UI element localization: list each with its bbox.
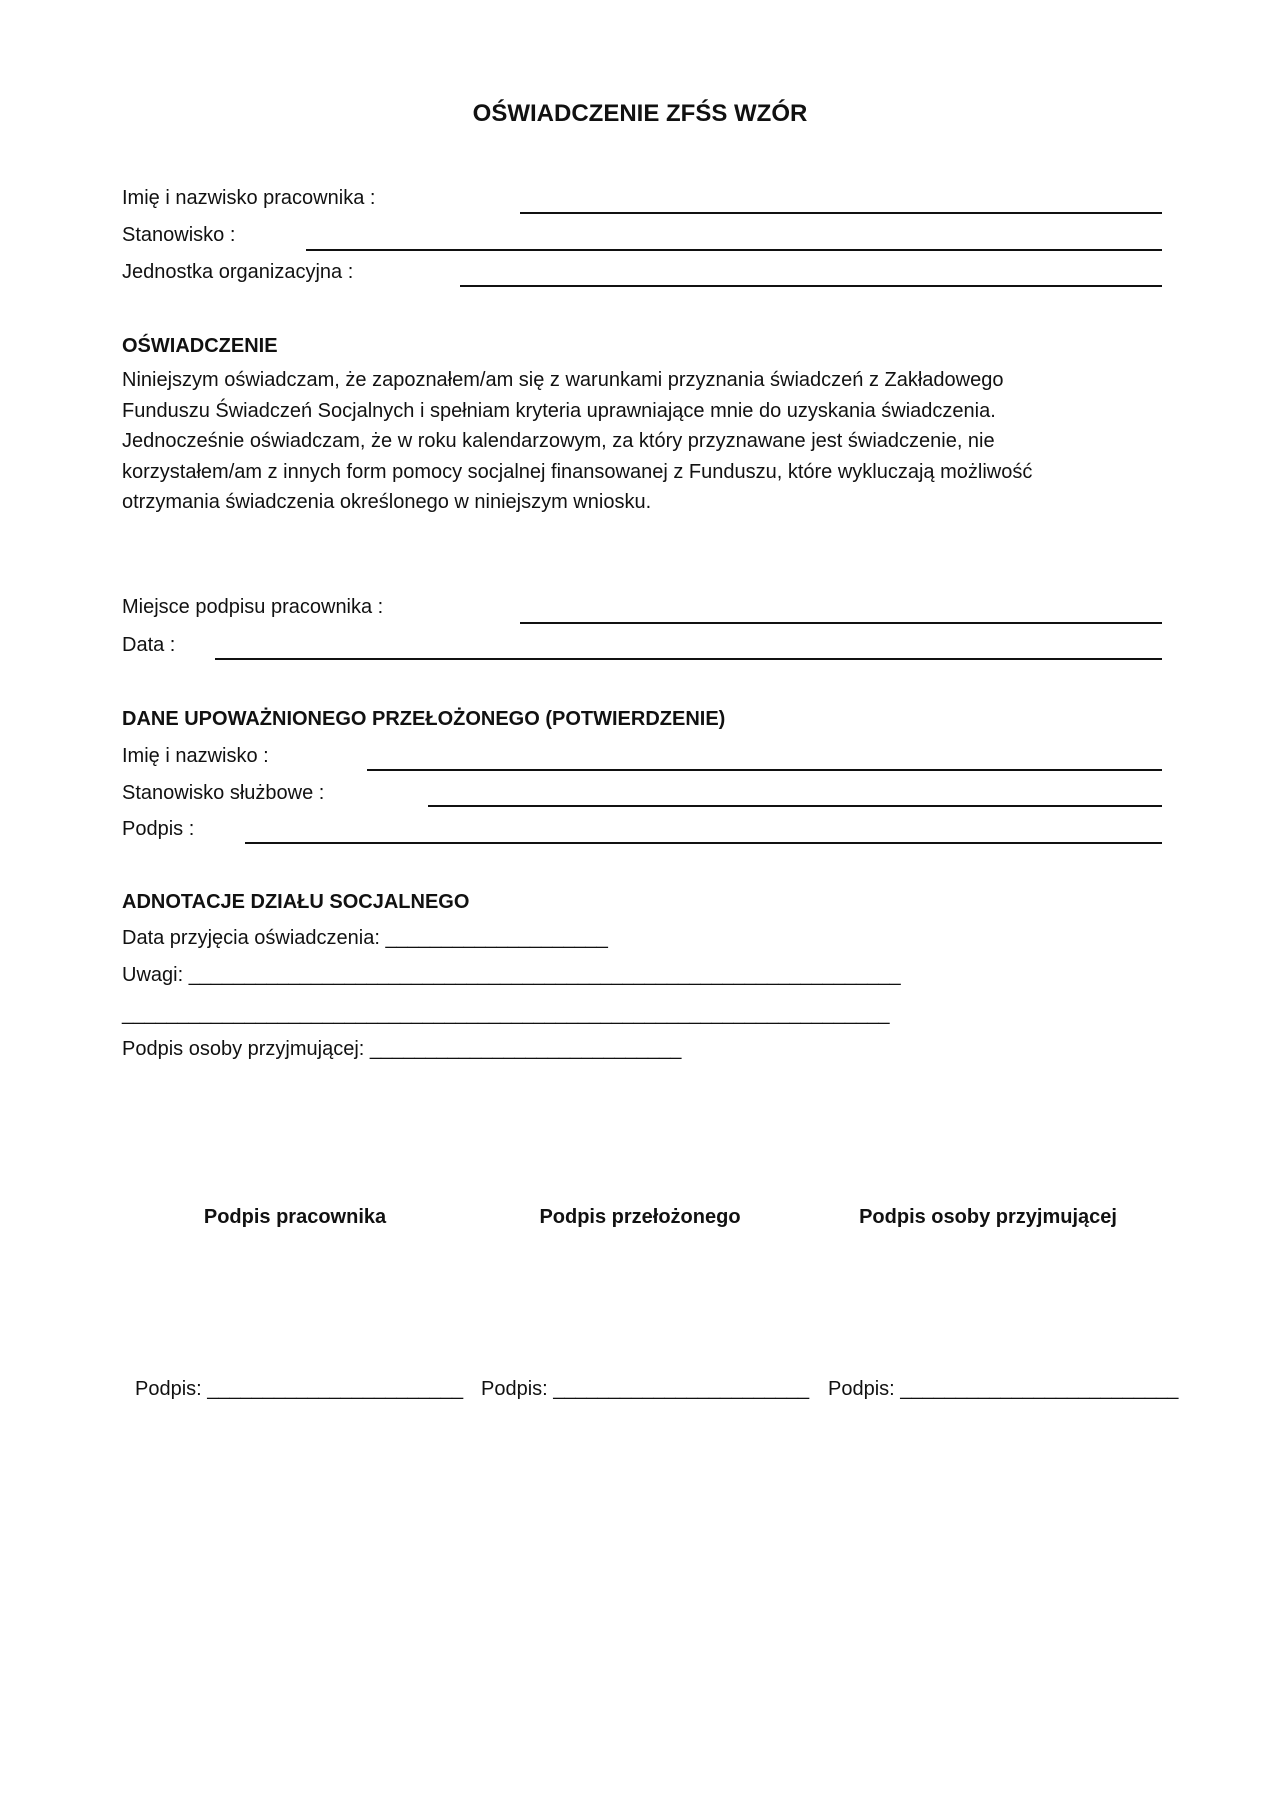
date-received-field[interactable]: Data przyjęcia oświadczenia: ____________________ — [122, 927, 608, 949]
supervisor-heading: DANE UPOWAŻNIONEGO PRZEŁOŻONEGO (POTWIERDZENIE) — [122, 708, 726, 730]
page-title: OŚWIADCZENIE ZFŚS WZÓR — [472, 100, 808, 127]
employee-position-field[interactable] — [306, 249, 1162, 251]
signing-date-label: Data : — [122, 634, 176, 656]
declaration-line: korzystałem/am z innych form pomocy socjalnej finansowanej z Funduszu, które wykluczają możliwość — [122, 460, 1033, 483]
receiver-signature-header: Podpis osoby przyjmującej — [859, 1206, 1117, 1228]
remarks-continuation-field[interactable]: _____________________________________________________________________ — [122, 1003, 890, 1025]
supervisor-signature-line[interactable]: Podpis: _______________________ — [481, 1378, 810, 1400]
supervisor-signature-header: Podpis przełożonego — [539, 1206, 741, 1228]
supervisor-position-field[interactable] — [428, 805, 1162, 807]
employee-name-label: Imię i nazwisko pracownika : — [122, 187, 376, 209]
social-dept-heading: ADNOTACJE DZIAŁU SOCJALNEGO — [122, 891, 470, 913]
declaration-heading: OŚWIADCZENIE — [122, 335, 278, 357]
remarks-field[interactable]: Uwagi: ________________________________________________________________ — [122, 964, 901, 986]
declaration-line: Niniejszym oświadczam, że zapoznałem/am się z warunkami przyznania świadczeń z Zakładowego — [122, 369, 1004, 391]
employee-unit-field[interactable] — [460, 285, 1162, 287]
signing-place-field[interactable] — [520, 622, 1162, 624]
declaration-text — [122, 365, 1122, 518]
declaration-line: otrzymania świadczenia określonego w niniejszym wniosku. — [122, 491, 652, 513]
supervisor-name-field[interactable] — [367, 769, 1162, 771]
supervisor-signature-label: Podpis : — [122, 818, 195, 840]
supervisor-signature-field[interactable] — [245, 842, 1162, 844]
declaration-line: Jednocześnie oświadczam, że w roku kalendarzowym, za który przyznawane jest świadczenie, nie — [122, 430, 995, 452]
employee-signature-line[interactable]: Podpis: _______________________ — [135, 1378, 464, 1400]
supervisor-name-label: Imię i nazwisko : — [122, 745, 269, 767]
employee-signature-header: Podpis pracownika — [203, 1206, 387, 1228]
receiver-signature-line[interactable]: Podpis: _________________________ — [828, 1378, 1179, 1400]
declaration-line: Funduszu Świadczeń Socjalnych i spełniam kryteria uprawniające mnie do uzyskania świadczenia. — [122, 399, 996, 422]
supervisor-position-label: Stanowisko służbowe : — [122, 782, 325, 804]
employee-name-field[interactable] — [520, 212, 1162, 214]
signing-place-label: Miejsce podpisu pracownika : — [122, 596, 384, 618]
signing-date-field[interactable] — [215, 658, 1162, 660]
employee-unit-label: Jednostka organizacyjna : — [122, 261, 354, 283]
receiver-signature-field[interactable]: Podpis osoby przyjmującej: ____________________________ — [122, 1038, 682, 1060]
employee-position-label: Stanowisko : — [122, 224, 236, 246]
